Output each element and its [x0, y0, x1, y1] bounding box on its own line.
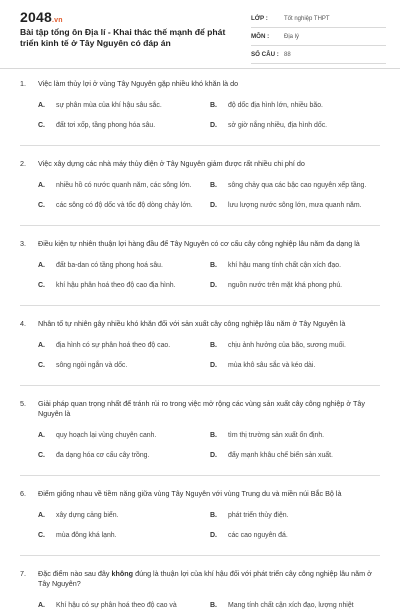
option-letter: A.: [38, 181, 45, 189]
document-header: [0, 0, 400, 69]
option-text: sông ngòi ngắn và dốc.: [56, 361, 128, 369]
option-text: chịu ảnh hưởng của bão, sương muối.: [228, 341, 346, 349]
question-text: Giải pháp quan trọng nhất để tránh rủi ro trong việc mở rộng các vùng sản xuất cây công nghiệp ở Tây Nguyên là: [38, 399, 365, 418]
question-stem: [20, 319, 380, 329]
option-text: đất tơi xốp, tầng phong hóa sâu.: [56, 121, 156, 129]
option-letter: A.: [38, 431, 45, 439]
answer-option[interactable]: [38, 279, 210, 291]
question-3: [0, 239, 400, 306]
option-text: Mang tính chất cận xích đạo, lượng nhiệt: [228, 601, 354, 609]
option-text: khí hậu phân hoá theo độ cao địa hình.: [56, 281, 176, 289]
question-number: 4.: [20, 319, 26, 328]
option-letter: C.: [38, 281, 45, 289]
question-5: [0, 399, 400, 476]
option-letter: A.: [38, 101, 45, 109]
answer-option[interactable]: [38, 199, 210, 211]
option-letter: D.: [210, 361, 217, 369]
option-letter: D.: [210, 531, 217, 539]
logo-main: 2048: [20, 9, 52, 25]
option-text: sông chảy qua các bậc cao nguyên xếp tầng.: [228, 181, 367, 189]
document-title: Bài tập tổng ôn Địa lí - Khai thác thế mạnh để phát triển kinh tế ở Tây Nguyên có đáp án: [20, 27, 226, 48]
question-text: [38, 569, 380, 589]
answer-option[interactable]: [210, 509, 382, 521]
answer-options: [38, 99, 380, 131]
answer-option[interactable]: [210, 449, 382, 461]
answer-option[interactable]: [210, 529, 382, 541]
option-letter: B.: [210, 511, 217, 519]
answer-option[interactable]: [38, 509, 210, 521]
question-text: Nhân tố tự nhiên gây nhiều khó khăn đối với sản xuất cây công nghiệp lâu năm ở Tây Nguyên là: [38, 319, 346, 328]
option-text: các sông có độ dốc và tốc độ dòng chảy lớn.: [56, 201, 193, 209]
option-letter: B.: [210, 101, 217, 109]
question-list: [0, 79, 400, 611]
question-text: Việc làm thủy lợi ở vùng Tây Nguyên gặp nhiều khó khăn là do: [38, 79, 239, 88]
answer-option[interactable]: [38, 259, 210, 271]
option-text: độ dốc địa hình lớn, nhiều bão.: [228, 101, 323, 109]
answer-option[interactable]: [210, 279, 382, 291]
answer-options: [38, 509, 380, 541]
option-text: Khí hậu có sự phân hoá theo độ cao và: [56, 601, 177, 609]
answer-option[interactable]: [210, 339, 382, 351]
question-stem: [20, 239, 380, 249]
answer-option[interactable]: [210, 199, 382, 211]
question-text: Việc xây dựng các nhà máy thủy điện ở Tây Nguyên giảm được rất nhiều chi phí do: [38, 159, 305, 168]
option-text: đất ba-dan có tầng phong hoá sâu.: [56, 261, 163, 269]
option-letter: C.: [38, 121, 45, 129]
question-7: [0, 569, 400, 611]
question-divider: [20, 145, 380, 146]
option-text: mùa đông khá lạnh.: [56, 531, 117, 539]
question-text: Điều kiện tự nhiên thuận lợi hàng đầu để Tây Nguyên có cơ cấu cây công nghiệp lâu năm đa dạng là: [38, 239, 360, 248]
answer-option[interactable]: [210, 179, 382, 191]
option-text: mùa khô sâu sắc và kéo dài.: [228, 361, 316, 369]
option-letter: B.: [210, 341, 217, 349]
meta-value: Địa lý: [284, 33, 300, 40]
meta-row: [251, 28, 386, 46]
question-text-part: đúng là thuận lợi của khí hậu đối với phát triển cây công nghiệp lâu năm ở Tây Nguyên?: [38, 569, 372, 588]
answer-option[interactable]: [38, 99, 210, 111]
option-text: nguồn nước trên mặt khá phong phú.: [228, 281, 343, 289]
site-logo[interactable]: [20, 9, 63, 25]
option-text: phát triển thủy điện.: [228, 511, 289, 519]
answer-option[interactable]: [38, 179, 210, 191]
question-1: [0, 79, 400, 146]
answer-options: [38, 429, 380, 461]
answer-option[interactable]: [210, 359, 382, 371]
option-text: đẩy mạnh khâu chế biến sản xuất.: [228, 451, 333, 459]
option-text: sự phân mùa của khí hậu sâu sắc.: [56, 101, 162, 109]
meta-label: LỚP :: [251, 15, 268, 22]
question-stem: [20, 159, 380, 169]
answer-option[interactable]: [210, 259, 382, 271]
option-letter: A.: [38, 341, 45, 349]
question-text-part: Đặc điểm nào sau đây: [38, 569, 112, 578]
question-stem: [20, 399, 380, 419]
answer-option[interactable]: [38, 599, 210, 611]
question-number: 7.: [20, 569, 26, 578]
option-text: các cao nguyên đá.: [228, 531, 288, 539]
question-2: [0, 159, 400, 226]
answer-option[interactable]: [38, 449, 210, 461]
question-divider: [20, 385, 380, 386]
question-number: 5.: [20, 399, 26, 408]
option-letter: A.: [38, 511, 45, 519]
answer-option[interactable]: [38, 339, 210, 351]
option-letter: B.: [210, 181, 217, 189]
option-letter: D.: [210, 281, 217, 289]
answer-option[interactable]: [38, 359, 210, 371]
question-divider: [20, 475, 380, 476]
option-letter: C.: [38, 451, 45, 459]
question-divider: [20, 305, 380, 306]
option-text: nhiều hồ có nước quanh năm, các sông lớn.: [56, 181, 192, 189]
question-stem: [20, 489, 380, 499]
option-letter: C.: [38, 201, 45, 209]
option-letter: C.: [38, 361, 45, 369]
question-text: Điểm giống nhau về tiềm năng giữa vùng Tây Nguyên với vùng Trung du và miền núi Bắc Bộ là: [38, 489, 342, 498]
question-number: 3.: [20, 239, 26, 248]
option-text: lưu lượng nước sông lớn, mưa quanh năm.: [228, 201, 362, 209]
option-text: sở giờ nắng nhiều, địa hình dốc.: [228, 121, 328, 129]
question-stem: [20, 79, 380, 89]
meta-value: 88: [284, 51, 291, 58]
option-text: địa hình có sự phân hoá theo độ cao.: [56, 341, 171, 349]
answer-option[interactable]: [38, 119, 210, 131]
option-text: quy hoạch lại vùng chuyên canh.: [56, 431, 157, 439]
question-number: 6.: [20, 489, 26, 498]
question-text-emphasis: không: [111, 569, 134, 578]
logo-suffix: .vn: [51, 17, 63, 24]
question-divider: [20, 555, 380, 556]
option-letter: B.: [210, 601, 217, 609]
answer-options: [38, 179, 380, 211]
meta-value: Tốt nghiệp THPT: [284, 15, 330, 22]
option-letter: B.: [210, 261, 217, 269]
answer-options: [38, 259, 380, 291]
option-letter: D.: [210, 201, 217, 209]
answer-options: [38, 599, 380, 611]
option-text: khí hậu mang tính chất cận xích đạo.: [228, 261, 342, 269]
option-letter: C.: [38, 531, 45, 539]
option-letter: B.: [210, 431, 217, 439]
answer-option[interactable]: [210, 99, 382, 111]
answer-option[interactable]: [210, 119, 382, 131]
meta-row: [251, 10, 386, 28]
answer-option[interactable]: [38, 529, 210, 541]
question-number: 1.: [20, 79, 26, 88]
question-number: 2.: [20, 159, 26, 168]
option-letter: A.: [38, 261, 45, 269]
answer-option[interactable]: [210, 599, 382, 611]
option-text: xây dựng cảng biển.: [56, 511, 119, 519]
document-meta: [251, 10, 386, 64]
answer-option[interactable]: [38, 429, 210, 441]
option-letter: D.: [210, 121, 217, 129]
option-text: đa dạng hóa cơ cấu cây trồng.: [56, 451, 150, 459]
meta-label: MÔN :: [251, 33, 270, 40]
meta-label: SỐ CÂU :: [251, 51, 279, 58]
question-stem: [20, 569, 380, 589]
option-letter: D.: [210, 451, 217, 459]
question-divider: [20, 225, 380, 226]
answer-options: [38, 339, 380, 371]
answer-option[interactable]: [210, 429, 382, 441]
question-6: [0, 489, 400, 556]
option-letter: A.: [38, 601, 45, 609]
question-4: [0, 319, 400, 386]
meta-row: [251, 46, 386, 64]
option-text: tìm thị trường sản xuất ổn định.: [228, 431, 325, 439]
